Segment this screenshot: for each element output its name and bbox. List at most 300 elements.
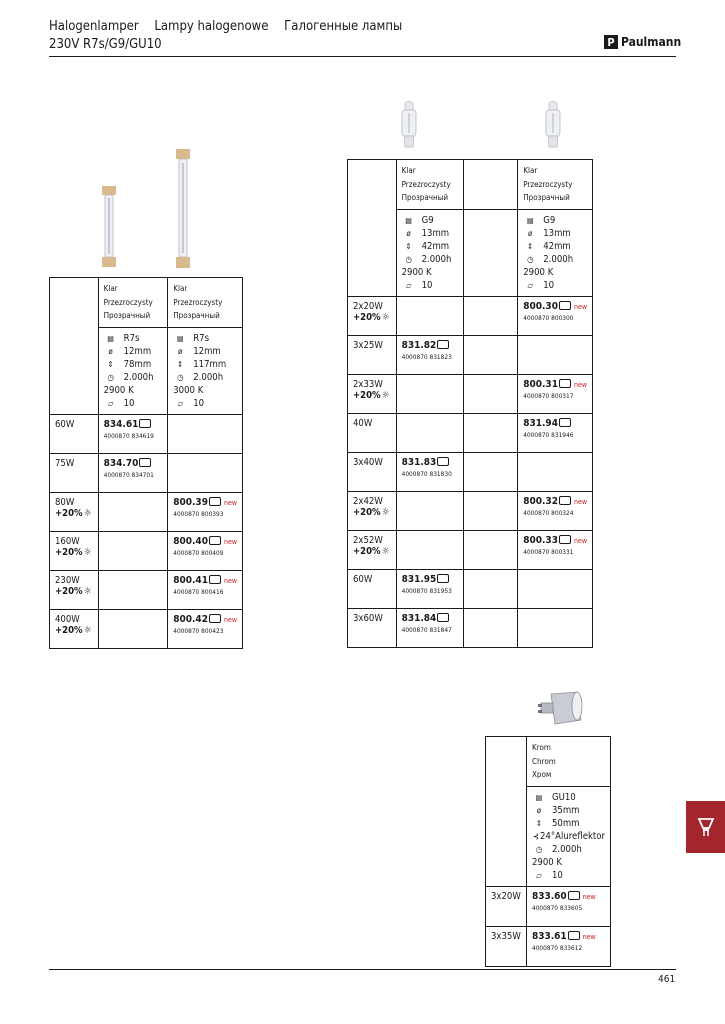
article-number: 834.70 [103,457,139,469]
spec-pack: 10 [193,397,205,409]
article-number: 834.61 [103,418,139,430]
wattage-cell [348,296,397,335]
wattage-cell [348,413,397,452]
wattage-value: 3x20W [491,890,521,902]
spec-diameter: 12mm [123,345,152,357]
beam-angle-icon: ⊰ [532,831,539,841]
desc-cell [168,278,243,328]
desc-line: Przezroczysty [103,297,153,307]
efficiency-value: +20% [55,546,83,558]
title-russian: Галогенные лампы [284,19,403,34]
desc-line: Klar [523,166,538,175]
new-badge: new [573,536,587,545]
ean-code: 4000870 800300 [523,313,574,322]
desc-line: Klar [401,166,416,175]
table-header-desc-row [50,278,243,328]
wattage-value: 3x40W [353,456,383,468]
spec-diameter: 13mm [543,227,571,239]
spec-kelvin: 2900 K [523,266,554,278]
spec-kelvin: 2900 K [103,384,134,396]
empty-cell [464,413,518,452]
new-badge: new [223,576,237,585]
spec-life: 2.000h [123,371,154,383]
empty-cell [396,296,464,335]
wattage-cell [50,453,99,492]
spec-cell [526,786,610,886]
sun-icon: ☼ [83,585,92,597]
efficiency-label [353,507,391,518]
spec-base: G9 [543,214,556,226]
article-number-line [523,496,587,508]
spec-pack: 10 [551,869,563,881]
clock-icon: ◷ [535,844,543,854]
ean-code: 4000870 831953 [401,586,452,595]
ean-code: 4000870 800393 [173,509,224,518]
length-arrows-icon: ⇕ [177,359,184,369]
wattage-value: 160W [55,535,80,547]
article-number-line [523,535,587,547]
package-icon: ▱ [177,398,183,408]
desc-line: Хром [531,770,552,779]
empty-cell [98,570,168,609]
arrow-icon [209,536,221,545]
table-row [348,413,593,452]
article-number-line [104,419,163,431]
table-row [348,296,593,335]
wattage-value: 3x35W [491,930,521,942]
efficiency-label [55,508,93,519]
socket-icon: ▤ [107,333,115,343]
r7s-78mm-lamp-image [100,186,118,268]
g9-product-table [347,159,593,648]
diameter-symbol: ø [108,346,113,356]
article-number-line [402,574,459,586]
table-row [50,570,243,609]
package-icon: ▱ [536,870,542,880]
new-badge: new [223,537,237,546]
arrow-icon [209,575,221,584]
empty-cell [396,374,464,413]
header-rule [49,56,676,57]
new-badge: new [223,615,237,624]
spec-kelvin: 2900 K [531,856,563,868]
table-row [348,491,593,530]
diameter-symbol: ø [406,228,411,238]
ean-code: 4000870 831830 [401,469,452,478]
article-number-line [104,458,163,470]
spec-kelvin: 3000 K [173,384,204,396]
efficiency-label [55,625,93,636]
article-number-line [523,379,587,391]
empty-cell [464,608,518,647]
empty-cell [464,569,518,608]
spec-base: R7s [123,332,140,344]
article-number: 800.33 [523,534,558,546]
article-number: 800.30 [523,300,558,312]
empty-cell [518,452,593,491]
arrow-icon [209,497,221,506]
wattage-cell [348,608,397,647]
efficiency-value: +20% [353,545,381,557]
desc-line: Прозрачный [173,311,220,320]
article-number-line [523,301,587,313]
sun-icon: ☼ [381,545,390,557]
spec-pack: 10 [421,279,433,291]
efficiency-value: +20% [353,311,381,323]
length-arrows-icon: ⇕ [535,818,542,828]
arrow-icon [559,301,571,310]
wattage-cell [486,886,527,926]
wattage-value: 3x60W [353,612,383,624]
article-number-line [402,613,459,625]
arrow-icon [559,496,571,505]
table-row [50,531,243,570]
desc-line: Przezroczysty [173,297,223,307]
wattage-cell [348,491,397,530]
article-number: 800.32 [523,495,558,507]
desc-cell [98,278,168,328]
spec-base: G9 [421,214,434,226]
clock-icon: ◷ [107,372,114,382]
wattage-value: 400W [55,613,80,625]
g9-lamp-image-2 [543,101,563,149]
spec-length: 78mm [123,358,152,370]
spec-reflector: 24°Alureflektor [539,830,605,842]
article-number: 800.42 [173,613,208,625]
empty-cell [464,530,518,569]
wattage-cell [348,569,397,608]
ean-code: 4000870 800331 [523,547,574,556]
article-cell [518,491,593,530]
title-polish: Lampy halogenowe [154,19,269,34]
length-arrows-icon: ⇕ [527,241,534,251]
ean-code: 4000870 834701 [103,470,154,479]
new-badge: new [223,498,237,507]
package-icon: ▱ [405,280,412,290]
new-badge: new [573,497,587,506]
article-number-line [402,340,459,352]
spec-life: 2.000h [421,253,452,265]
table-row [348,452,593,491]
article-number-line [532,931,605,943]
table-row [348,608,593,647]
desc-line: Klar [103,284,118,293]
spec-cell [396,209,464,296]
sun-icon: ☼ [381,389,390,401]
spec-length: 42mm [543,240,571,252]
empty-cell [396,413,464,452]
empty-cell [168,414,243,453]
ean-code: 4000870 831847 [401,625,452,634]
empty-cell [464,452,518,491]
table-row [486,886,611,926]
gu10-lamp-image [537,690,583,728]
sun-icon: ☼ [381,506,390,518]
spec-base: R7s [193,332,210,344]
table-body [348,296,593,647]
empty-cell [464,374,518,413]
lamp-category-icon [696,816,716,838]
empty-cell [396,530,464,569]
sun-icon: ☼ [381,311,390,323]
arrow-icon [559,379,571,388]
spec-diameter: 12mm [193,345,221,357]
clock-icon: ◷ [527,254,534,264]
sun-icon: ☼ [83,507,92,519]
desc-line: Przezroczysty [401,179,451,189]
table-header-desc-row [348,160,593,210]
package-icon: ▱ [527,280,533,290]
wattage-value: 80W [55,496,75,508]
table-row [348,569,593,608]
sun-icon: ☼ [83,624,92,636]
table-row [348,374,593,413]
empty-cell [464,296,518,335]
ean-code: 4000870 800409 [173,548,224,557]
article-number: 800.31 [523,378,558,390]
logo-text: Paulmann [621,35,682,49]
length-arrows-icon: ⇕ [107,359,114,369]
spec-kelvin: 2900 K [401,266,432,278]
gu10-product-table [485,736,611,967]
article-number: 833.61 [531,930,567,942]
spec-life: 2.000h [543,253,574,265]
ean-code: 4000870 833612 [531,943,583,952]
header-corner-cell [50,278,99,415]
socket-icon: ▤ [176,333,184,343]
article-cell [526,886,610,926]
article-number: 800.41 [173,574,208,586]
arrow-icon [559,535,571,544]
wattage-value: 60W [353,573,373,585]
efficiency-value: +20% [55,507,83,519]
wattage-cell [50,492,99,531]
table-body [50,414,243,648]
package-icon: ▱ [107,398,114,408]
new-badge: new [573,302,587,311]
ean-code: 4000870 800324 [523,508,574,517]
r7s-117mm-lamp-image [174,149,192,269]
efficiency-value: +20% [55,585,83,597]
spec-cell [518,209,593,296]
arrow-icon [209,614,221,623]
wattage-cell [50,570,99,609]
arrow-icon [437,340,449,349]
spec-length: 42mm [421,240,450,252]
spec-diameter: 13mm [421,227,450,239]
article-cell [168,609,243,648]
wattage-cell [348,530,397,569]
diameter-symbol: ø [536,805,542,815]
wattage-value: 230W [55,574,80,586]
socket-icon: ▤ [526,215,534,225]
arrow-icon [139,419,151,428]
wattage-cell [50,609,99,648]
desc-line: Chrom [531,756,556,766]
article-number-line [532,891,605,903]
empty-cell [396,491,464,530]
efficiency-label [55,547,93,558]
desc-cell [396,160,464,210]
table-row [348,335,593,374]
clock-icon: ◷ [177,372,184,382]
ean-code: 4000870 800423 [173,626,224,635]
empty-cell [98,492,168,531]
wattage-value: 60W [55,418,75,430]
empty-cell [518,608,593,647]
empty-cell [98,531,168,570]
spec-pack: 10 [123,397,135,409]
arrow-icon [437,613,449,622]
clock-icon: ◷ [405,254,412,264]
spec-life: 2.000h [193,371,224,383]
article-number: 831.83 [401,456,437,468]
article-number: 800.40 [173,535,208,547]
wattage-cell [50,414,99,453]
wattage-value: 75W [55,457,75,469]
empty-cell [168,453,243,492]
ean-code: 4000870 834619 [103,431,154,440]
desc-line: Прозрачный [401,193,449,202]
ean-code: 4000870 833605 [531,903,583,912]
desc-line: Przezroczysty [523,179,573,189]
sun-icon: ☼ [83,546,92,558]
article-cell [168,492,243,531]
ean-code: 4000870 831946 [523,430,574,439]
article-cell [168,531,243,570]
desc-line: Krom [531,743,551,752]
table-row [50,492,243,531]
desc-cell [518,160,593,210]
efficiency-label [353,390,391,401]
wattage-value: 3x25W [353,339,383,351]
spec-diameter: 35mm [551,804,580,816]
article-cell [526,926,610,966]
article-cell [396,452,464,491]
spec-cell [168,327,243,414]
arrow-icon [559,418,571,427]
article-cell [396,335,464,374]
empty-cell [464,209,518,296]
article-number: 831.95 [401,573,437,585]
article-cell [98,414,168,453]
category-side-tab[interactable] [686,801,725,853]
article-number-line [173,497,237,509]
length-arrows-icon: ⇕ [405,241,412,251]
table-row [50,453,243,492]
article-cell [518,374,593,413]
empty-cell [98,609,168,648]
empty-cell [518,569,593,608]
efficiency-value: +20% [55,624,83,636]
brand-logo [604,35,681,49]
efficiency-value: +20% [353,389,381,401]
wattage-cell [348,374,397,413]
article-number: 831.84 [401,612,437,624]
article-number: 833.60 [531,890,567,902]
arrow-icon [568,931,580,940]
article-cell [518,530,593,569]
wattage-value: 2x20W [353,300,383,312]
article-cell [168,570,243,609]
wattage-value: 2x33W [353,378,383,390]
table-row [50,609,243,648]
article-cell [98,453,168,492]
empty-cell [464,160,518,210]
table-row [348,530,593,569]
socket-icon: ▤ [535,792,543,802]
wattage-value: 2x42W [353,495,383,507]
efficiency-label [353,312,391,323]
spec-pack: 10 [543,279,555,291]
new-badge: new [582,932,596,941]
desc-cell [526,737,610,787]
table-row [486,926,611,966]
ean-code: 4000870 800416 [173,587,224,596]
spec-base: GU10 [551,791,576,803]
article-number-line [523,418,587,430]
wattage-cell [486,926,527,966]
diameter-symbol: ø [528,228,533,238]
wattage-value: 40W [353,417,373,429]
table-row [50,414,243,453]
arrow-icon [568,891,580,900]
new-badge: new [573,380,587,389]
article-number: 831.94 [523,417,558,429]
empty-cell [464,491,518,530]
wattage-value: 2x52W [353,534,383,546]
new-badge: new [582,892,596,901]
desc-line: Klar [173,284,188,293]
logo-mark: P [604,35,618,49]
article-cell [396,569,464,608]
empty-cell [464,335,518,374]
table-body [486,886,611,966]
page-number: 461 [658,974,676,985]
spec-length: 117mm [193,358,227,370]
article-number-line [173,575,237,587]
article-cell [518,413,593,452]
header-corner-cell [348,160,397,297]
diameter-symbol: ø [178,346,183,356]
desc-line: Прозрачный [103,311,151,320]
article-cell [518,296,593,335]
ean-code: 4000870 800317 [523,391,574,400]
r7s-product-table [49,277,243,649]
article-number-line [402,457,459,469]
wattage-cell [348,452,397,491]
table-header-desc-row [486,737,611,787]
spec-life: 2.000h [551,843,582,855]
footer-rule [49,969,676,970]
title-danish: Halogenlamper [49,19,139,34]
article-number-line [173,536,237,548]
spec-cell [98,327,168,414]
efficiency-label [353,546,391,557]
article-cell [396,608,464,647]
wattage-cell [348,335,397,374]
wattage-cell [50,531,99,570]
arrow-icon [139,458,151,467]
header-titles [49,19,414,34]
desc-line: Прозрачный [523,193,570,202]
article-number: 800.39 [173,496,208,508]
arrow-icon [437,574,449,583]
g9-lamp-image-1 [399,101,419,149]
empty-cell [518,335,593,374]
socket-icon: ▤ [405,215,412,225]
arrow-icon [437,457,449,466]
